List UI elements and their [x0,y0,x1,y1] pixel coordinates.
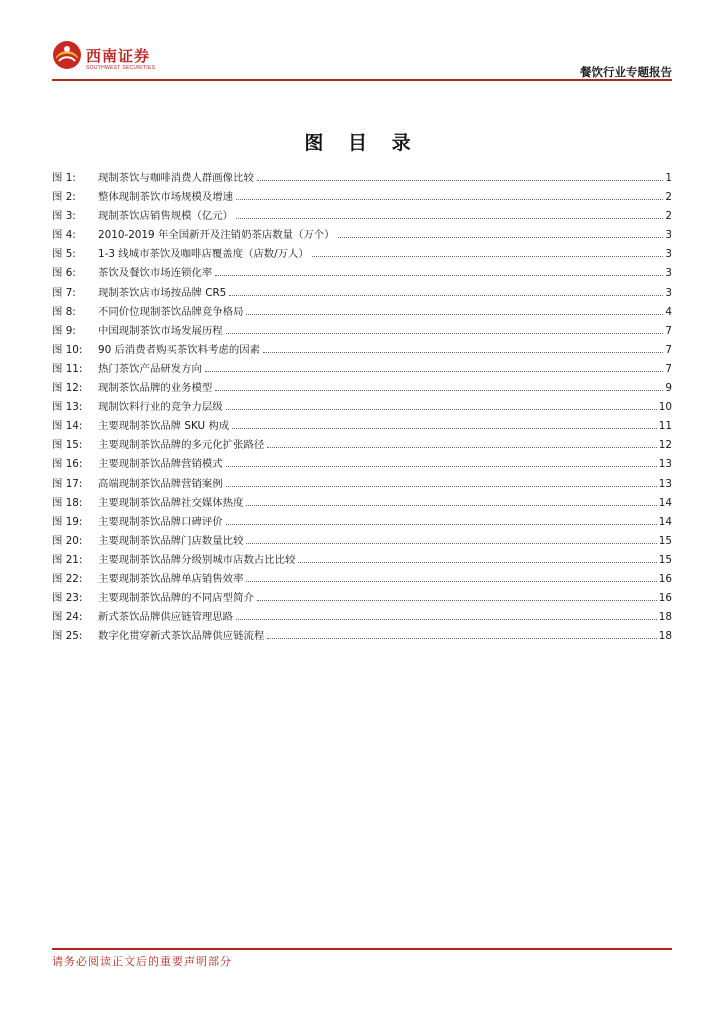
toc-entry-number: 图 13: [52,401,83,414]
toc-entry-number: 图 19: [52,515,83,528]
toc-entry-page: 3 [665,248,672,261]
toc-entry-label: 主要现制茶饮品牌门店数量比较 [98,534,244,547]
toc-leader-dots [226,466,657,467]
toc-entry-page: 3 [665,229,672,242]
toc-entry-page: 7 [665,343,672,356]
toc-leader-dots [232,428,657,429]
toc-entry-page: 9 [665,382,672,395]
toc-entry[interactable] [52,589,672,608]
toc-entry-label: 主要现制茶饮品牌 SKU 构成 [98,420,230,433]
toc-entry[interactable] [52,303,672,322]
toc-entry-number: 图 20: [52,534,83,547]
toc-leader-dots [226,409,657,410]
toc-entry-page: 14 [658,496,672,509]
toc-entry-label: 主要现制茶饮品牌营销模式 [98,458,223,471]
logo-name: 西南证券 [86,47,151,65]
toc-entry[interactable] [52,360,672,379]
toc-entry-label: 现制饮料行业的竞争力层级 [98,401,223,414]
toc-leader-dots [267,447,657,448]
toc-leader-dots [267,638,657,639]
toc-entry-number: 图 1: [52,172,76,184]
toc-entry-label: 2010-2019 年全国新开及注销奶茶店数量（万个） [98,229,335,242]
toc-entry-label: 现制茶饮店销售规模（亿元） [98,210,234,223]
toc-entry-number: 图 3: [52,210,76,223]
toc-entry[interactable] [52,169,672,188]
toc-entry[interactable] [52,608,672,627]
toc-entry-number: 图 21: [52,553,83,566]
toc-entry-number: 图 5: [52,248,76,261]
toc-entry[interactable] [52,532,672,551]
toc-entry-number: 图 23: [52,592,83,605]
footer-disclaimer: 请务必阅读正文后的重要声明部分 [52,955,232,968]
toc-leader-dots [236,218,663,219]
toc-entry-page: 3 [665,286,672,299]
toc-entry-label: 1-3 线城市茶饮及咖啡店覆盖度（店数/万人） [98,248,309,261]
toc-entry-number: 图 15: [52,439,83,452]
toc-leader-dots [226,333,664,334]
toc-entry-number: 图 16: [52,458,83,471]
toc-entry[interactable] [52,188,672,207]
toc-entry-label: 90 后消费者购买茶饮料考虑的因素 [98,343,260,356]
toc-entry-label: 整体现制茶饮市场规模及增速 [98,191,234,204]
toc-entry-page: 2 [665,210,672,223]
toc-leader-dots [229,295,663,296]
toc-entry[interactable] [52,207,672,226]
toc-entry-label: 现制茶饮品牌的业务模型 [98,382,213,395]
toc-entry-page: 7 [665,362,672,375]
toc-entry-page: 4 [665,305,672,318]
toc-entry-label: 热门茶饮产品研发方向 [98,362,202,375]
toc-leader-dots [263,352,663,353]
toc-entry[interactable] [52,226,672,245]
toc-entry-page: 3 [665,267,672,280]
toc-entry-page: 18 [658,611,672,624]
toc-entry-number: 图 24: [52,611,83,624]
toc-entry[interactable] [52,570,672,589]
toc-entry[interactable] [52,436,672,455]
toc-entry[interactable] [52,341,672,360]
toc-entry-label: 主要现制茶饮品牌分级别城市店数占比比较 [98,553,296,566]
toc-entry-label: 现制茶饮店市场按品牌 CR5 [98,286,227,299]
toc-entry-label: 不同价位现制茶饮品牌竞争格局 [98,305,244,318]
company-logo [52,40,172,76]
toc-entry[interactable] [52,627,672,646]
toc-entry-page: 16 [658,572,672,585]
toc-entry-number: 图 4: [52,229,76,242]
toc-entry-label: 数字化贯穿新式茶饮品牌供应链流程 [98,630,265,643]
toc-leader-dots [236,619,657,620]
toc-entry-page: 1 [665,172,672,184]
toc-leader-dots [236,199,663,200]
toc-entry-label: 高端现制茶饮品牌营销案例 [98,477,223,490]
footer-divider [52,948,672,950]
toc-leader-dots [226,486,657,487]
toc-entry-label: 主要现制茶饮品牌的不同店型简介 [98,592,254,605]
toc-entry-number: 图 2: [52,191,76,204]
toc-leader-dots [246,505,656,506]
toc-entry-number: 图 22: [52,572,83,585]
toc-leader-dots [257,600,657,601]
toc-leader-dots [246,314,663,315]
page-header [0,0,724,90]
toc-entry-page: 18 [658,630,672,643]
toc-entry-number: 图 12: [52,382,83,395]
toc-leader-dots [246,581,656,582]
toc-entry-label: 主要现制茶饮品牌社交媒体热度 [98,496,244,509]
toc-entry-page: 16 [658,592,672,605]
header-divider [52,79,672,81]
toc-entry[interactable] [52,398,672,417]
toc-leader-dots [215,275,663,276]
toc-title: 图 目 录 [304,132,420,154]
toc-entry-label: 现制茶饮与咖啡消费人群画像比较 [98,172,254,184]
toc-entry-number: 图 8: [52,305,76,318]
toc-entry-label: 新式茶饮品牌供应链管理思路 [98,611,234,624]
figure-list [52,169,672,646]
toc-entry[interactable] [52,264,672,283]
toc-entry-number: 图 7: [52,286,76,299]
toc-leader-dots [298,562,656,563]
toc-entry[interactable] [52,417,672,436]
toc-entry-page: 12 [658,439,672,452]
toc-entry[interactable] [52,379,672,398]
report-type: 餐饮行业专题报告 [580,65,672,79]
toc-entry-page: 10 [658,401,672,414]
toc-entry[interactable] [52,513,672,532]
toc-entry[interactable] [52,322,672,341]
toc-entry-number: 图 14: [52,420,83,433]
toc-entry-number: 图 10: [52,343,83,356]
toc-leader-dots [312,256,664,257]
toc-leader-dots [246,543,656,544]
toc-entry[interactable] [52,455,672,474]
logo-emblem-icon [52,40,82,70]
toc-entry-page: 15 [658,553,672,566]
toc-entry[interactable] [52,245,672,264]
toc-entry-number: 图 6: [52,267,76,280]
toc-entry-number: 图 11: [52,362,83,375]
toc-entry[interactable] [52,494,672,513]
toc-entry[interactable] [52,475,672,494]
toc-entry-label: 主要现制茶饮品牌单店销售效率 [98,572,244,585]
logo-subtitle: SOUTHWEST SECURITIES [86,65,156,71]
toc-entry-page: 2 [665,191,672,204]
toc-entry-number: 图 17: [52,477,83,490]
toc-leader-dots [215,390,663,391]
toc-entry-number: 图 25: [52,630,83,643]
toc-leader-dots [205,371,663,372]
toc-entry-page: 13 [658,477,672,490]
toc-entry-label: 主要现制茶饮品牌口碑评价 [98,515,223,528]
toc-entry-label: 主要现制茶饮品牌的多元化扩张路径 [98,439,265,452]
toc-entry-page: 14 [658,515,672,528]
toc-entry-label: 茶饮及餐饮市场连锁化率 [98,267,213,280]
toc-entry-label: 中国现制茶饮市场发展历程 [98,324,223,337]
toc-entry-page: 13 [658,458,672,471]
toc-entry-number: 图 9: [52,324,76,337]
toc-entry-page: 7 [665,324,672,337]
toc-entry[interactable] [52,284,672,303]
toc-leader-dots [226,524,657,525]
toc-leader-dots [257,180,664,181]
toc-entry-number: 图 18: [52,496,83,509]
toc-entry[interactable] [52,551,672,570]
toc-leader-dots [338,237,664,238]
toc-entry-page: 11 [658,420,672,433]
toc-entry-page: 15 [658,534,672,547]
